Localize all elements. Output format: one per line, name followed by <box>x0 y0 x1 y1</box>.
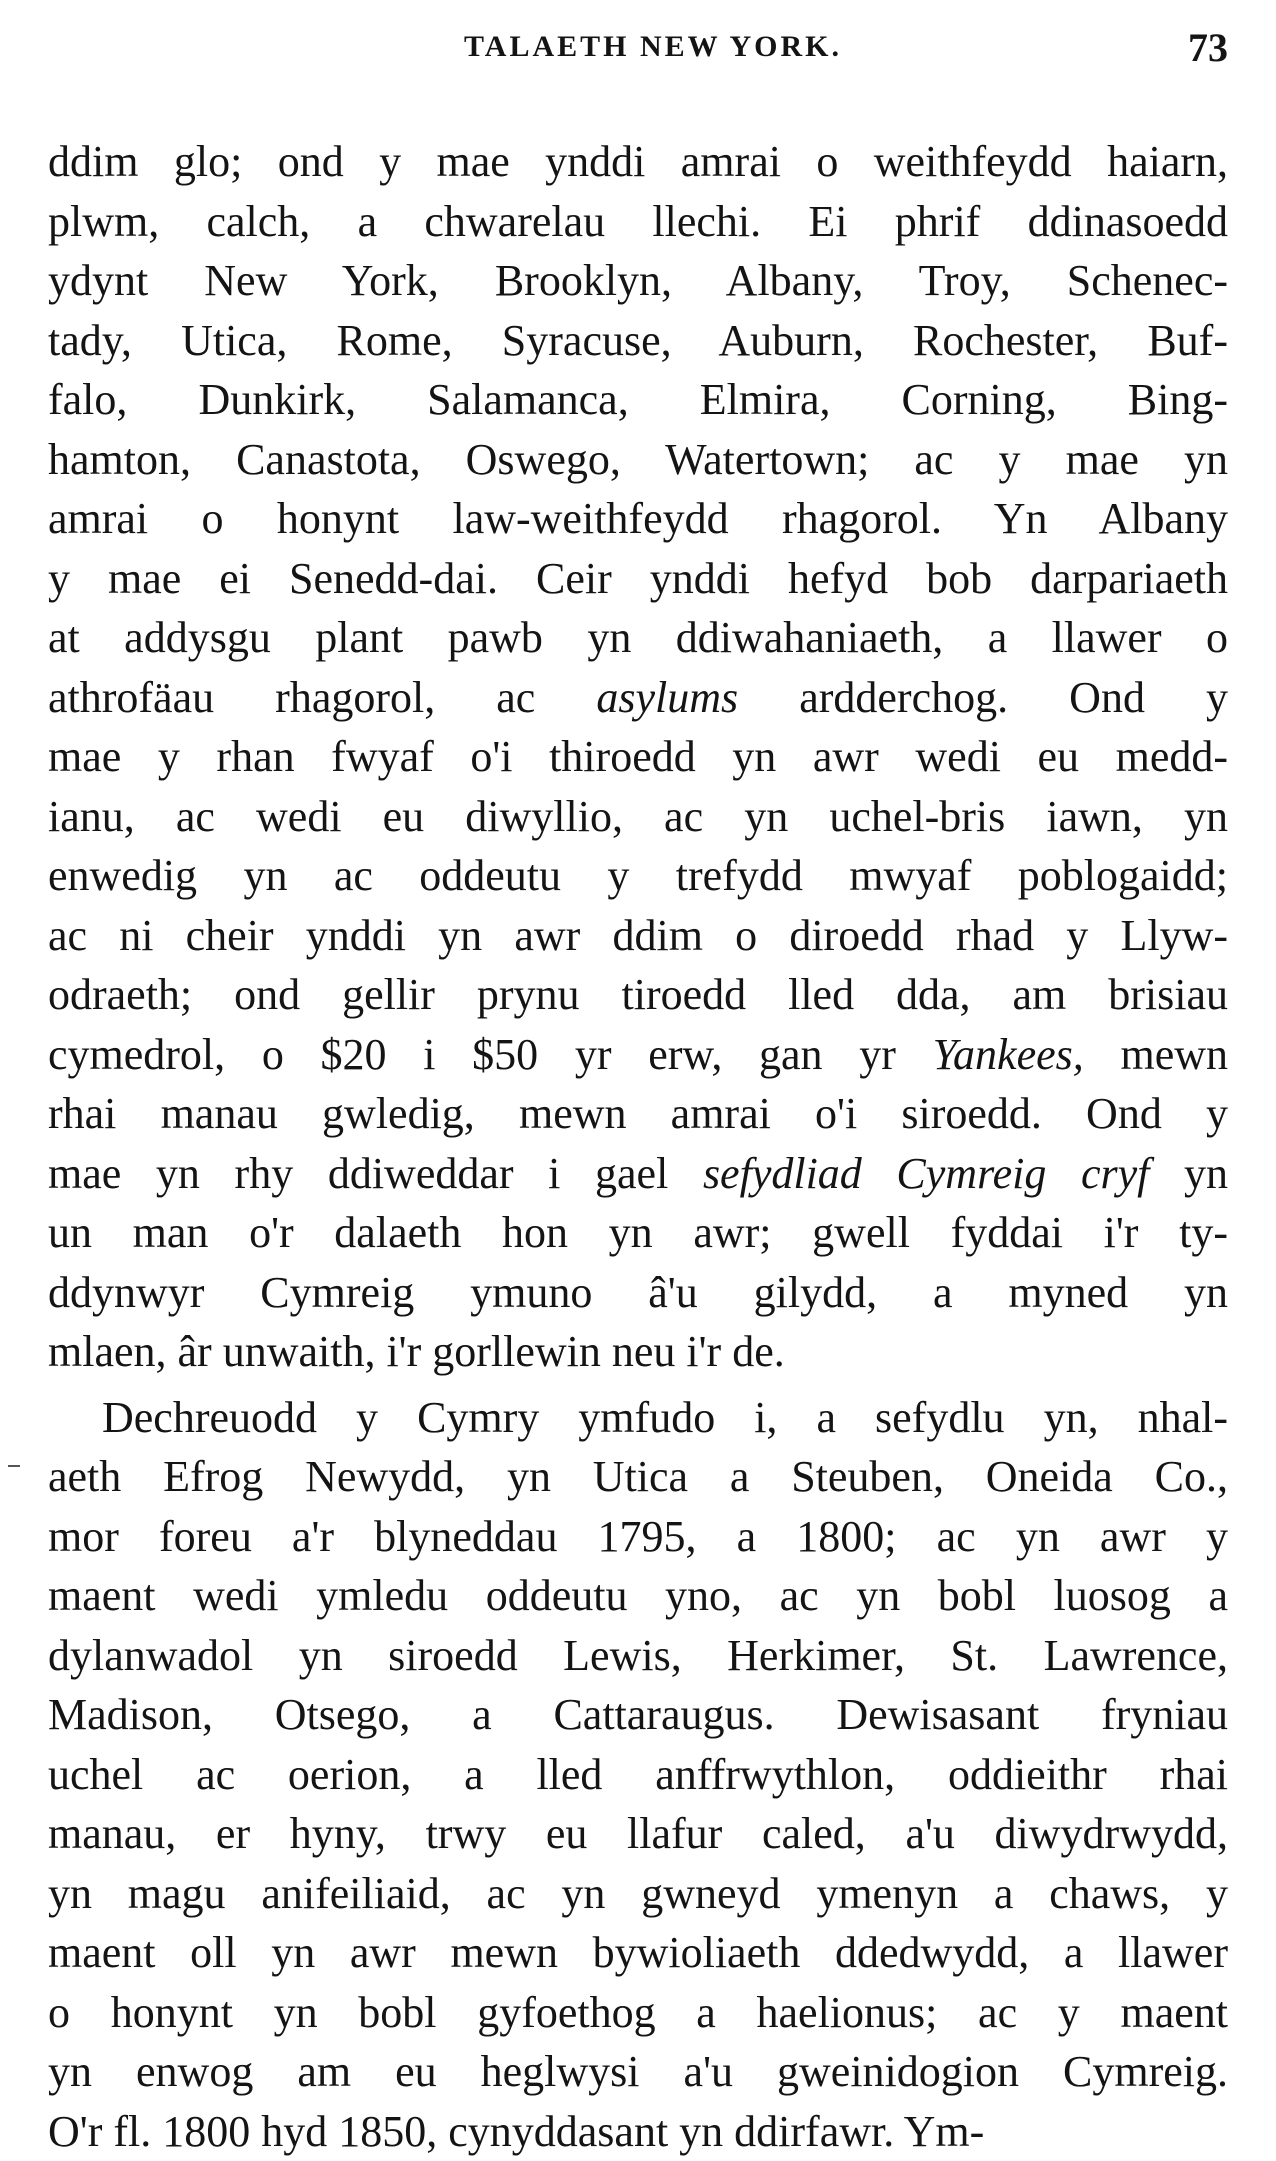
text-line: Dechreuodd y Cymry ymfudo i, a sefydlu yn, nhal- <box>48 1388 1228 1448</box>
italic-text: asylums <box>596 673 738 722</box>
page-number: 73 <box>1188 24 1228 71</box>
text-segment: mewn <box>1084 1030 1228 1079</box>
text-line: uchel ac oerion, a lled anffrwythlon, oddieithr rhai <box>48 1745 1228 1805</box>
running-head <box>48 22 1228 78</box>
text-line: ddynwyr Cymreig ymuno â'u gilydd, a myned yn <box>48 1263 1228 1323</box>
text-line: odraeth; ond gellir prynu tiroedd lled dda, am brisiau <box>48 965 1228 1025</box>
text-line: maent wedi ymledu oddeutu yno, ac yn bobl luosog a <box>48 1566 1228 1626</box>
text-line: tady, Utica, Rome, Syracuse, Auburn, Rochester, Buf- <box>48 311 1228 371</box>
text-line: un man o'r dalaeth hon yn awr; gwell fyddai i'r ty- <box>48 1203 1228 1263</box>
text-line: Madison, Otsego, a Cattaraugus. Dewisasant fryniau <box>48 1685 1228 1745</box>
text-segment: ardderchog. Ond y <box>738 673 1228 722</box>
book-page <box>48 22 1228 2161</box>
text-line: hamton, Canastota, Oswego, Watertown; ac y mae yn <box>48 430 1228 490</box>
text-line <box>48 1025 1228 1085</box>
italic-text: sefydliad Cymreig cryf <box>703 1149 1149 1198</box>
text-line: falo, Dunkirk, Salamanca, Elmira, Corning, Bing- <box>48 370 1228 430</box>
text-line: at addysgu plant pawb yn ddiwahaniaeth, a llawer o <box>48 608 1228 668</box>
text-line: dylanwadol yn siroedd Lewis, Herkimer, St. Lawrence, <box>48 1626 1228 1686</box>
text-line: enwedig yn ac oddeutu y trefydd mwyaf poblogaidd; <box>48 846 1228 906</box>
text-line: yn magu anifeiliaid, ac yn gwneyd ymenyn a chaws, y <box>48 1864 1228 1924</box>
text-segment: yn <box>1149 1149 1228 1198</box>
italic-text: Yankees, <box>933 1030 1084 1079</box>
text-segment: mae yn rhy ddiweddar i gael <box>48 1149 703 1198</box>
text-line: aeth Efrog Newydd, yn Utica a Steuben, Oneida Co., <box>48 1447 1228 1507</box>
text-line: y mae ei Senedd-dai. Ceir ynddi hefyd bob darpariaeth <box>48 549 1228 609</box>
text-line: mor foreu a'r blyneddau 1795, a 1800; ac yn awr y <box>48 1507 1228 1567</box>
text-line: yn enwog am eu heglwysi a'u gweinidogion Cymreig. <box>48 2042 1228 2102</box>
running-title: TALAETH NEW YORK. <box>48 30 1228 64</box>
text-line: rhai manau gwledig, mewn amrai o'i siroedd. Ond y <box>48 1084 1228 1144</box>
text-line: amrai o honynt law-weithfeydd rhagorol. Yn Albany <box>48 489 1228 549</box>
text-line: ddim glo; ond y mae ynddi amrai o weithfeydd haiarn, <box>48 132 1228 192</box>
text-line <box>48 1144 1228 1204</box>
text-line: O'r fl. 1800 hyd 1850, cynyddasant yn ddirfawr. Ym- <box>48 2102 1228 2161</box>
text-line <box>48 668 1228 728</box>
text-line: mae y rhan fwyaf o'i thiroedd yn awr wedi eu medd- <box>48 727 1228 787</box>
paragraph <box>48 132 1228 1382</box>
paragraph <box>48 1388 1228 2161</box>
text-line: ianu, ac wedi eu diwyllio, ac yn uchel-bris iawn, yn <box>48 787 1228 847</box>
text-line: maent oll yn awr mewn bywioliaeth ddedwydd, a llawer <box>48 1923 1228 1983</box>
text-segment: cymedrol, o $20 i $50 yr erw, gan yr <box>48 1030 933 1079</box>
text-line: ydynt New York, Brooklyn, Albany, Troy, Schenec- <box>48 251 1228 311</box>
text-segment: athrofäau rhagorol, ac <box>48 673 596 722</box>
margin-mark <box>8 1465 20 1467</box>
text-line: ac ni cheir ynddi yn awr ddim o diroedd rhad y Llyw- <box>48 906 1228 966</box>
text-line: o honynt yn bobl gyfoethog a haelionus; ac y maent <box>48 1983 1228 2043</box>
text-line: mlaen, âr unwaith, i'r gorllewin neu i'r de. <box>48 1322 1228 1382</box>
text-line: plwm, calch, a chwarelau llechi. Ei phrif ddinasoedd <box>48 192 1228 252</box>
text-line: manau, er hyny, trwy eu llafur caled, a'u diwydrwydd, <box>48 1804 1228 1864</box>
body-text <box>48 132 1228 2161</box>
